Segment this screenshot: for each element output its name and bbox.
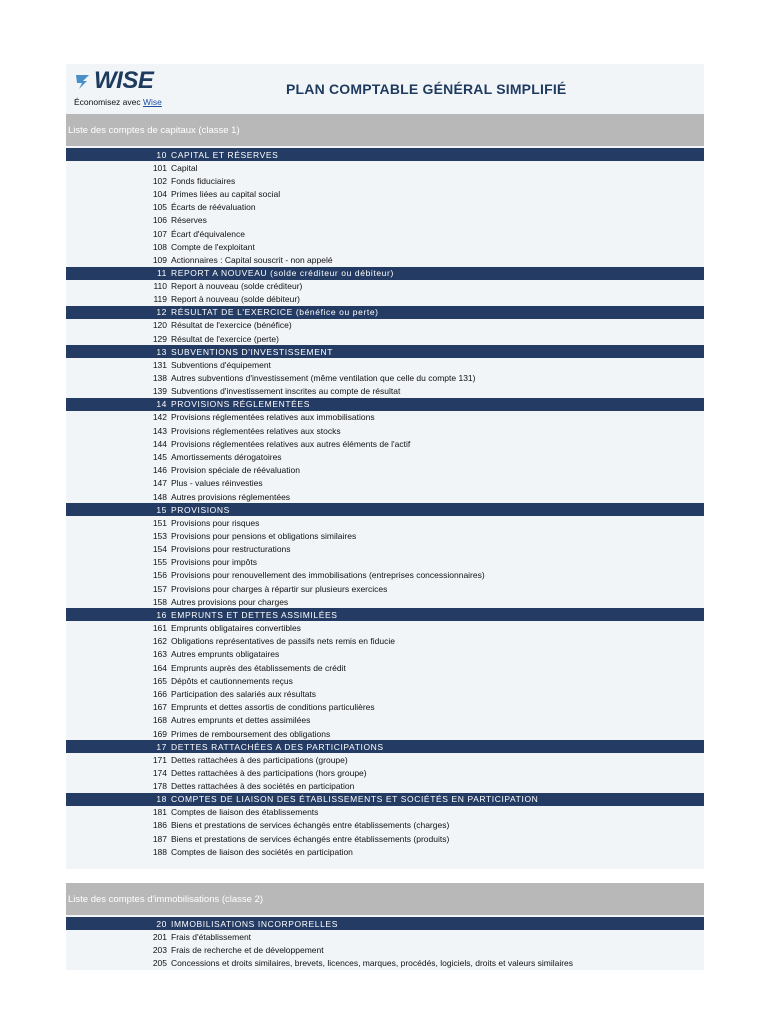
account-label: Provisions réglementées relatives aux autres éléments de l'actif bbox=[171, 438, 411, 449]
account-group-row bbox=[66, 608, 704, 621]
group-label: PROVISIONS RÉGLEMENTÉES bbox=[171, 399, 310, 410]
account-row bbox=[66, 635, 704, 648]
account-row bbox=[66, 477, 704, 490]
account-row bbox=[66, 806, 704, 819]
account-code: 171 bbox=[152, 754, 167, 765]
account-row bbox=[66, 227, 704, 240]
account-code: 187 bbox=[152, 833, 167, 844]
page-title: PLAN COMPTABLE GÉNÉRAL SIMPLIFIÉ bbox=[286, 81, 567, 97]
account-row bbox=[66, 371, 704, 384]
account-label: Comptes de liaison des sociétés en participation bbox=[171, 846, 353, 857]
account-label: Provisions réglementées relatives aux immobilisations bbox=[171, 412, 375, 423]
account-code: 162 bbox=[152, 636, 167, 647]
account-row bbox=[66, 293, 704, 306]
account-label: Fonds fiduciaires bbox=[171, 175, 236, 186]
account-code: 154 bbox=[152, 544, 167, 555]
account-code: 201 bbox=[152, 932, 167, 943]
header bbox=[66, 64, 704, 114]
account-row bbox=[66, 845, 704, 858]
account-code: 105 bbox=[152, 202, 167, 213]
account-code: 110 bbox=[153, 281, 167, 292]
account-code: 181 bbox=[152, 807, 167, 818]
account-code: 107 bbox=[152, 228, 167, 239]
account-code: 151 bbox=[152, 517, 167, 528]
account-row bbox=[66, 253, 704, 266]
account-row bbox=[66, 648, 704, 661]
account-code: 119 bbox=[153, 294, 167, 305]
account-label: Provisions réglementées relatives aux stocks bbox=[171, 425, 341, 436]
account-group-row bbox=[66, 740, 704, 753]
account-label: Frais d'établissement bbox=[171, 932, 252, 943]
account-code: 165 bbox=[152, 675, 167, 686]
account-code: 186 bbox=[152, 820, 167, 831]
account-code: 158 bbox=[152, 596, 167, 607]
account-row bbox=[66, 385, 704, 398]
tagline-prefix: Économisez avec bbox=[74, 97, 143, 107]
account-label: Dettes rattachées à des participations (groupe) bbox=[171, 754, 348, 765]
account-row bbox=[66, 727, 704, 740]
account-row bbox=[66, 424, 704, 437]
account-row bbox=[66, 280, 704, 293]
account-label: Provisions pour renouvellement des immobilisations (entreprises concessionnaires) bbox=[171, 570, 485, 581]
group-label: RÉSULTAT DE L'EXERCICE (bénéfice ou perte) bbox=[171, 307, 379, 318]
account-row bbox=[66, 780, 704, 793]
logo-text: WISE bbox=[94, 67, 154, 94]
account-label: Dettes rattachées à des sociétés en participation bbox=[171, 781, 355, 792]
account-label: Dépôts et cautionnements reçus bbox=[171, 675, 293, 686]
account-row bbox=[66, 930, 704, 943]
account-code: 144 bbox=[152, 438, 167, 449]
account-label: Primes de remboursement des obligations bbox=[171, 728, 331, 739]
group-code: 15 bbox=[156, 504, 167, 515]
group-code: 14 bbox=[156, 399, 167, 410]
account-row bbox=[66, 490, 704, 503]
account-label: Frais de recherche et de développement bbox=[171, 945, 324, 956]
account-row bbox=[66, 411, 704, 424]
account-code: 106 bbox=[152, 215, 167, 226]
account-code: 157 bbox=[152, 583, 167, 594]
account-code: 205 bbox=[152, 958, 167, 969]
group-code: 20 bbox=[156, 918, 167, 929]
account-code: 169 bbox=[152, 728, 167, 739]
group-label: CAPITAL ET RÉSERVES bbox=[171, 149, 279, 160]
account-row bbox=[66, 595, 704, 608]
sections-container bbox=[66, 114, 704, 970]
account-row bbox=[66, 319, 704, 332]
account-code: 129 bbox=[152, 333, 167, 344]
account-code: 178 bbox=[152, 781, 167, 792]
account-label: Provisions pour charges à répartir sur plusieurs exercices bbox=[171, 583, 388, 594]
group-code: 10 bbox=[156, 149, 167, 160]
account-label: Plus - values réinvesties bbox=[171, 478, 263, 489]
account-row bbox=[66, 556, 704, 569]
group-label: EMPRUNTS ET DETTES ASSIMILÉES bbox=[171, 609, 338, 620]
account-label: Primes liées au capital social bbox=[171, 188, 281, 199]
account-label: Réserves bbox=[171, 215, 207, 226]
group-code: 18 bbox=[156, 794, 167, 805]
account-code: 153 bbox=[152, 530, 167, 541]
account-label: Résultat de l'exercice (perte) bbox=[171, 333, 279, 344]
wise-link[interactable]: Wise bbox=[142, 97, 162, 107]
account-label: Emprunts obligataires convertibles bbox=[171, 623, 301, 634]
account-code: 148 bbox=[152, 491, 167, 502]
account-label: Autres provisions réglementées bbox=[171, 491, 291, 502]
account-row bbox=[66, 714, 704, 727]
account-label: Autres emprunts obligataires bbox=[171, 649, 280, 660]
account-label: Report à nouveau (solde créditeur) bbox=[171, 281, 303, 292]
account-label: Compte de l'exploitant bbox=[171, 241, 255, 252]
group-code: 16 bbox=[156, 609, 167, 620]
group-code: 13 bbox=[156, 346, 167, 357]
account-code: 143 bbox=[152, 425, 167, 436]
account-row bbox=[66, 174, 704, 187]
group-code: 12 bbox=[156, 307, 167, 318]
account-label: Écarts de réévaluation bbox=[171, 202, 256, 213]
account-code: 166 bbox=[152, 688, 167, 699]
account-label: Concessions et droits similaires, brevets, licences, marques, procédés, logiciels, droits et valeurs similaires bbox=[171, 958, 574, 969]
group-label: REPORT A NOUVEAU (solde créditeur ou débiteur) bbox=[171, 268, 394, 278]
account-row bbox=[66, 819, 704, 832]
account-row bbox=[66, 569, 704, 582]
account-label: Autres emprunts et dettes assimilées bbox=[171, 715, 311, 726]
account-code: 138 bbox=[152, 373, 167, 384]
tagline bbox=[74, 97, 162, 107]
account-row bbox=[66, 437, 704, 450]
account-row bbox=[66, 944, 704, 957]
class-header: Liste des comptes d'immobilisations (classe 2) bbox=[66, 883, 704, 915]
group-code: 17 bbox=[156, 741, 167, 752]
account-label: Résultat de l'exercice (bénéfice) bbox=[171, 320, 292, 331]
account-label: Report à nouveau (solde débiteur) bbox=[171, 294, 300, 305]
account-code: 109 bbox=[152, 254, 167, 265]
account-label: Subventions d'investissement inscrites au compte de résultat bbox=[171, 386, 401, 397]
account-group-row bbox=[66, 503, 704, 516]
account-row bbox=[66, 766, 704, 779]
group-label: IMMOBILISATIONS INCORPORELLES bbox=[171, 918, 338, 929]
account-code: 155 bbox=[152, 557, 167, 568]
account-row bbox=[66, 701, 704, 714]
wise-flag-icon bbox=[74, 72, 92, 90]
group-label: DETTES RATTACHÉES A DES PARTICIPATIONS bbox=[171, 741, 384, 752]
account-code: 120 bbox=[152, 320, 167, 331]
class-header: Liste des comptes de capitaux (classe 1) bbox=[66, 114, 704, 146]
account-label: Biens et prestations de services échangés entre établissements (charges) bbox=[171, 820, 450, 831]
account-group-row bbox=[66, 306, 704, 319]
section-end bbox=[66, 858, 704, 869]
account-row bbox=[66, 674, 704, 687]
account-label: Comptes de liaison des établissements bbox=[171, 807, 319, 818]
account-group-row bbox=[66, 917, 704, 930]
section-gap bbox=[66, 869, 704, 883]
account-label: Autres subventions d'investissement (même ventilation que celle du compte 131) bbox=[171, 373, 476, 384]
account-row bbox=[66, 832, 704, 845]
account-code: 174 bbox=[152, 767, 167, 778]
wise-logo bbox=[74, 69, 153, 93]
account-row bbox=[66, 621, 704, 634]
account-label: Dettes rattachées à des participations (hors groupe) bbox=[171, 767, 367, 778]
group-code: 11 bbox=[156, 268, 167, 278]
account-code: 163 bbox=[152, 649, 167, 660]
account-group-row bbox=[66, 793, 704, 806]
account-row bbox=[66, 957, 704, 970]
account-row bbox=[66, 516, 704, 529]
account-label: Provision spéciale de réévaluation bbox=[171, 465, 300, 476]
account-group-row bbox=[66, 398, 704, 411]
account-label: Écart d'équivalence bbox=[171, 228, 245, 239]
account-row bbox=[66, 201, 704, 214]
account-row bbox=[66, 161, 704, 174]
account-row bbox=[66, 464, 704, 477]
account-label: Provisions pour restructurations bbox=[171, 544, 291, 555]
account-row bbox=[66, 753, 704, 766]
account-group-row bbox=[66, 345, 704, 358]
account-row bbox=[66, 543, 704, 556]
account-code: 102 bbox=[152, 175, 167, 186]
group-label: PROVISIONS bbox=[171, 504, 230, 515]
account-row bbox=[66, 450, 704, 463]
account-group-row bbox=[66, 148, 704, 161]
account-code: 101 bbox=[152, 162, 167, 173]
account-label: Emprunts et dettes assortis de conditions particulières bbox=[171, 702, 375, 713]
account-label: Amortissements dérogatoires bbox=[171, 451, 282, 462]
account-code: 188 bbox=[152, 846, 167, 857]
account-label: Biens et prestations de services échangés entre établissements (produits) bbox=[171, 833, 450, 844]
account-code: 164 bbox=[152, 662, 167, 673]
account-code: 147 bbox=[152, 478, 167, 489]
account-label: Obligations représentatives de passifs nets remis en fiducie bbox=[171, 636, 395, 647]
account-code: 167 bbox=[152, 702, 167, 713]
account-row bbox=[66, 529, 704, 542]
account-label: Provisions pour pensions et obligations similaires bbox=[171, 530, 357, 541]
account-group-row bbox=[66, 267, 704, 280]
group-label: COMPTES DE LIAISON DES ÉTABLISSEMENTS ET SOCIÉTÉS EN PARTICIPATION bbox=[171, 794, 539, 805]
account-code: 146 bbox=[152, 465, 167, 476]
account-label: Subventions d'équipement bbox=[171, 359, 271, 370]
account-code: 142 bbox=[152, 412, 167, 423]
account-code: 168 bbox=[152, 715, 167, 726]
account-row bbox=[66, 358, 704, 371]
account-row bbox=[66, 187, 704, 200]
account-label: Actionnaires : Capital souscrit - non appelé bbox=[171, 254, 333, 265]
chart-of-accounts-sheet bbox=[66, 64, 704, 970]
account-row bbox=[66, 240, 704, 253]
account-code: 139 bbox=[152, 386, 167, 397]
account-code: 161 bbox=[152, 623, 167, 634]
account-code: 156 bbox=[152, 570, 167, 581]
account-code: 108 bbox=[152, 241, 167, 252]
account-row bbox=[66, 214, 704, 227]
account-label: Emprunts auprès des établissements de crédit bbox=[171, 662, 346, 673]
account-row bbox=[66, 332, 704, 345]
account-code: 104 bbox=[152, 188, 167, 199]
account-label: Autres provisions pour charges bbox=[171, 596, 289, 607]
account-label: Provisions pour impôts bbox=[171, 557, 257, 568]
account-code: 203 bbox=[152, 945, 167, 956]
account-code: 145 bbox=[152, 451, 167, 462]
account-label: Capital bbox=[171, 162, 198, 173]
account-code: 131 bbox=[152, 359, 167, 370]
account-label: Participation des salariés aux résultats bbox=[171, 688, 317, 699]
group-label: SUBVENTIONS D'INVESTISSEMENT bbox=[171, 346, 334, 357]
account-row bbox=[66, 582, 704, 595]
account-label: Provisions pour risques bbox=[171, 517, 260, 528]
account-row bbox=[66, 661, 704, 674]
account-row bbox=[66, 687, 704, 700]
